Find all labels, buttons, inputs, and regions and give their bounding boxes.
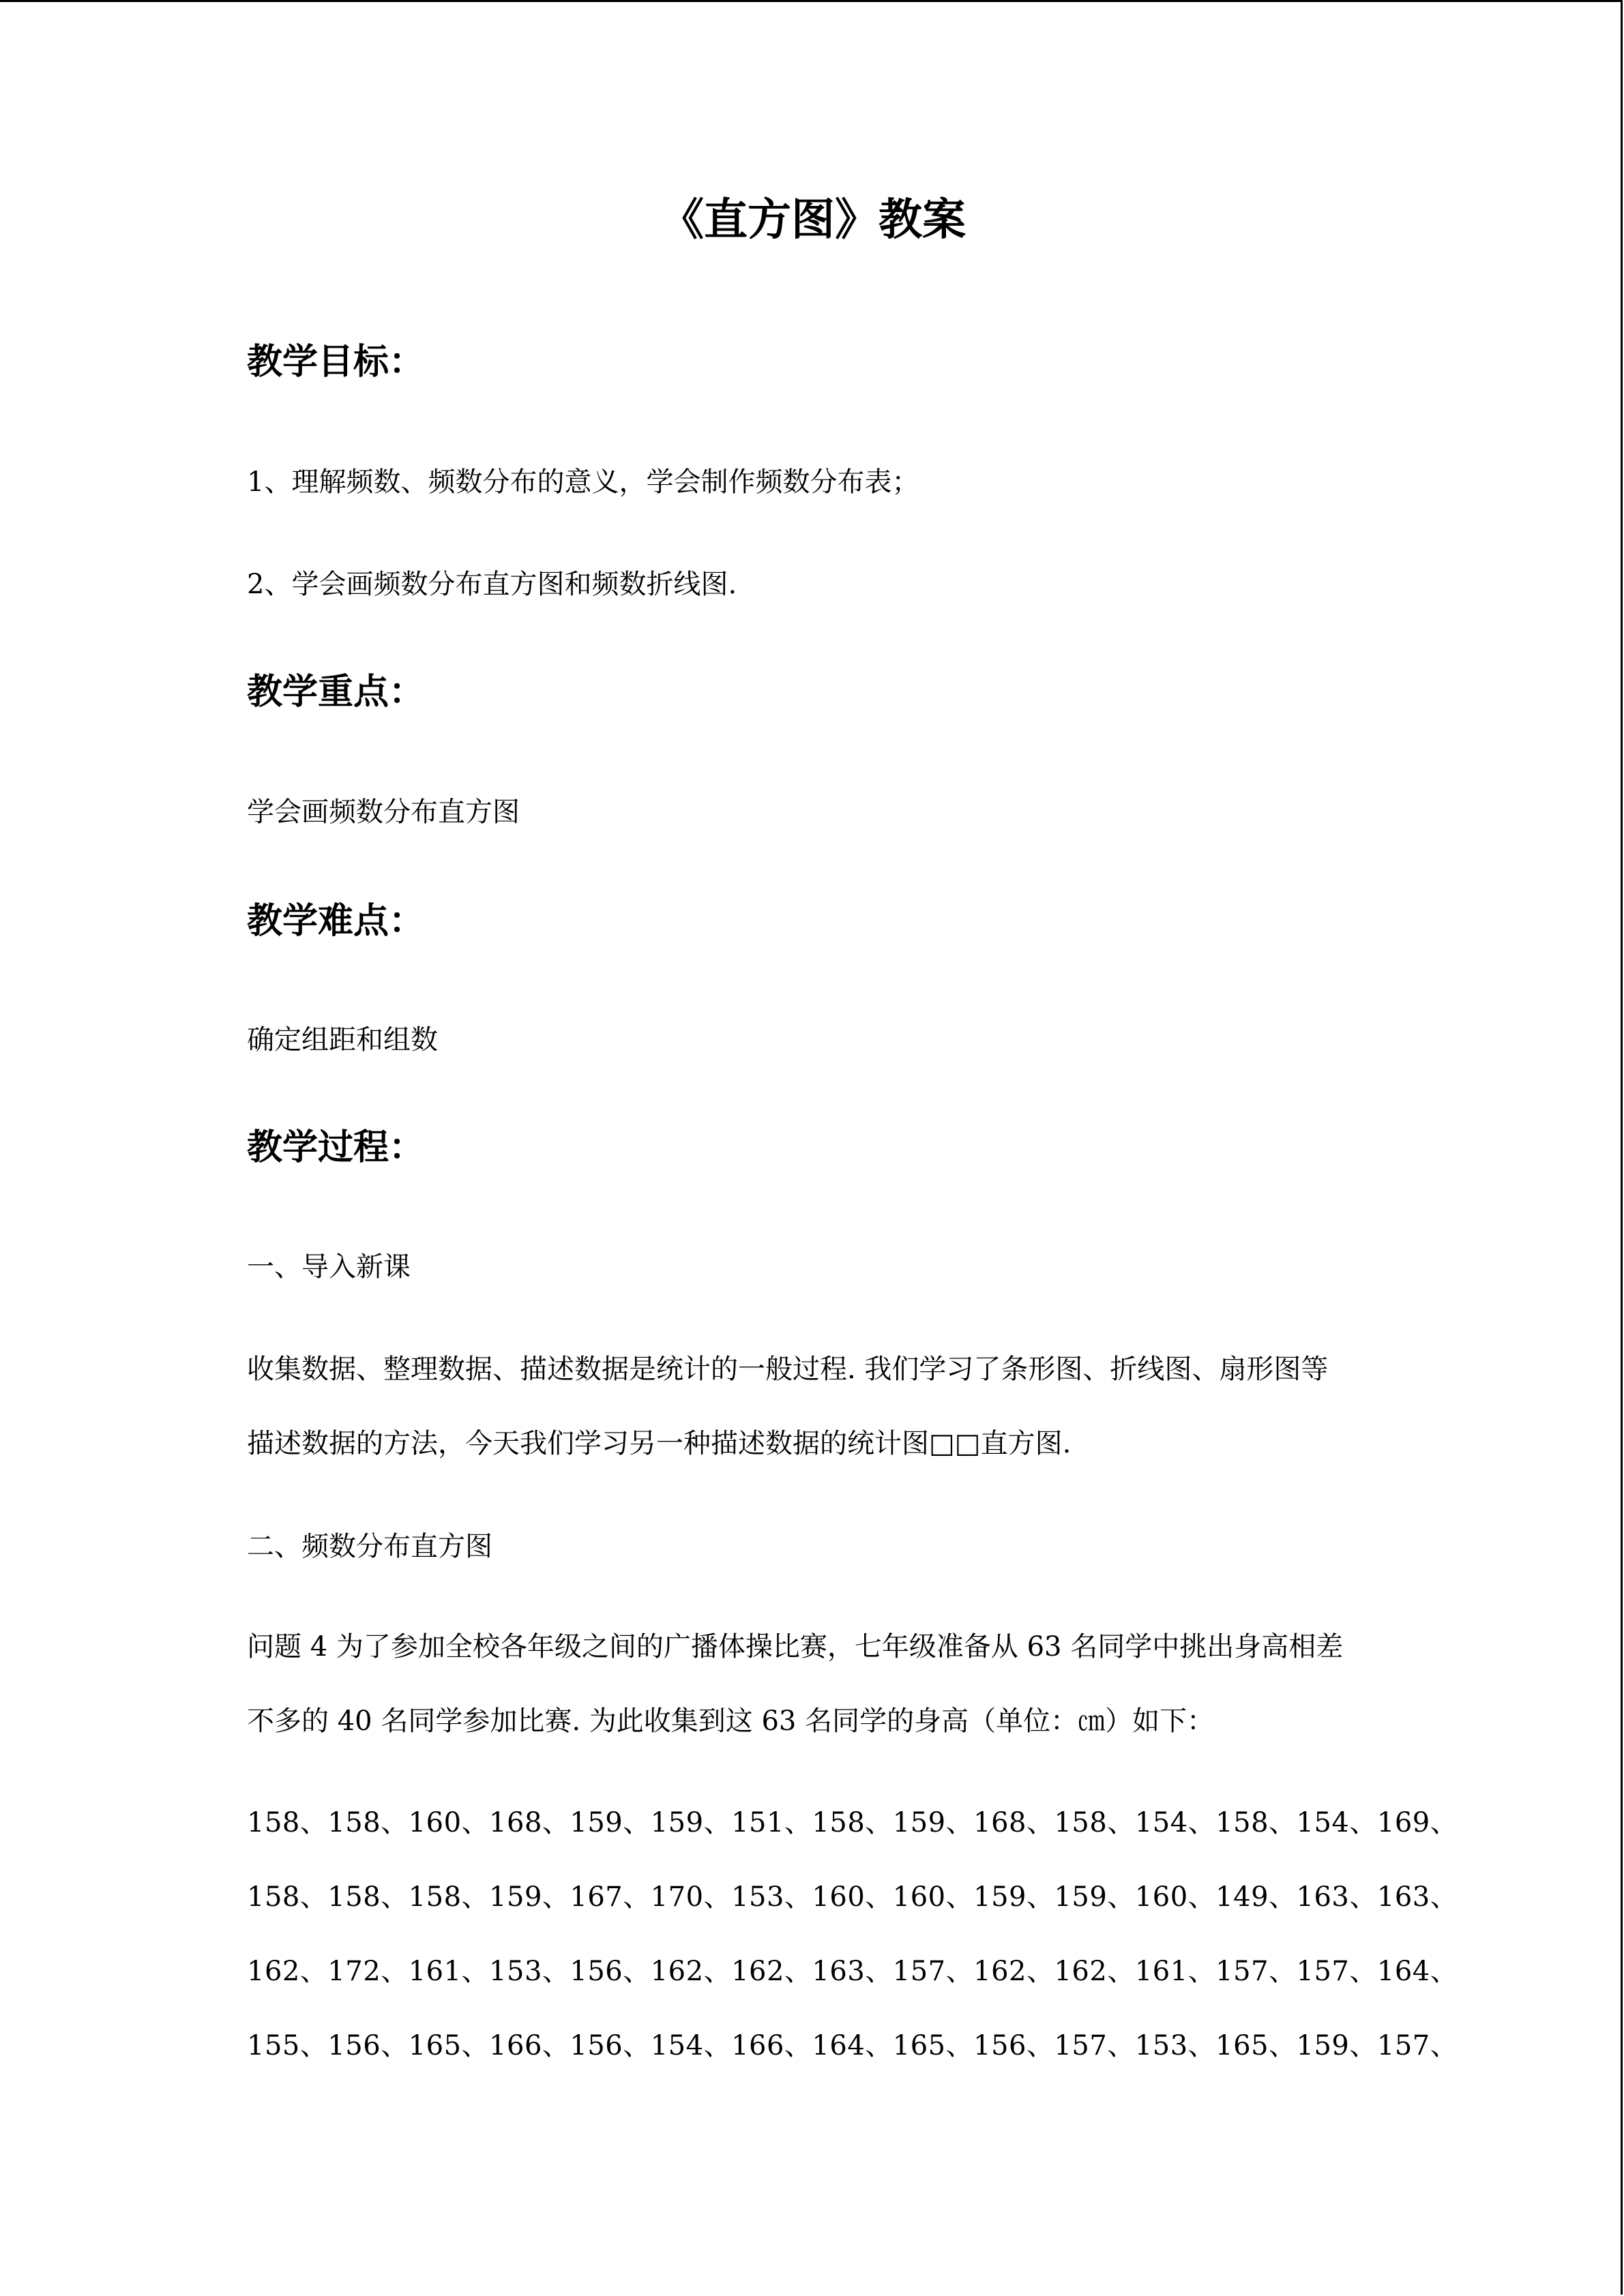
difficulty-text: 确定组距和组数: [247, 1024, 438, 1056]
height-data-row-3: 162、172、161、153、156、162、162、163、157、162、162、161、157、157、164、: [247, 1956, 1458, 1987]
key-point-text: 学会画频数分布直方图: [247, 796, 520, 828]
objective-item-2: 2、学会画频数分布直方图和频数折线图.: [247, 569, 737, 600]
height-data-row-4: 155、156、165、166、156、154、166、164、165、156、157、153、165、159、157、: [247, 2030, 1458, 2061]
key-point-heading: 教学重点：: [247, 672, 425, 713]
objective-item-1: 1、理解频数、频数分布的意义，学会制作频数分布表；: [247, 466, 919, 498]
part1-text-line1: 收集数据、整理数据、描述数据是统计的一般过程. 我们学习了条形图、折线图、扇形图等: [247, 1354, 1329, 1385]
process-heading: 教学过程：: [247, 1127, 425, 1168]
objectives-heading: 教学目标：: [247, 342, 425, 383]
problem-line1: 问题 4 为了参加全校各年级之间的广播体操比赛，七年级准备从 63 名同学中挑出身高相差: [247, 1631, 1344, 1663]
problem-line2: 不多的 40 名同学参加比赛. 为此收集到这 63 名同学的身高（单位：㎝）如下：: [247, 1705, 1215, 1737]
height-data-row-1: 158、158、160、168、159、159、151、158、159、168、158、154、158、154、169、: [247, 1807, 1458, 1838]
part2-title: 二、频数分布直方图: [247, 1531, 492, 1562]
part1-title: 一、导入新课: [247, 1251, 411, 1283]
height-data-row-2: 158、158、158、159、167、170、153、160、160、159、159、160、149、163、163、: [247, 1881, 1458, 1913]
part1-text-line2: 描述数据的方法，今天我们学习另一种描述数据的统计图□□直方图.: [247, 1428, 1072, 1459]
difficulty-heading: 教学难点：: [247, 901, 425, 942]
document-title: 《直方图》教案: [660, 195, 966, 245]
